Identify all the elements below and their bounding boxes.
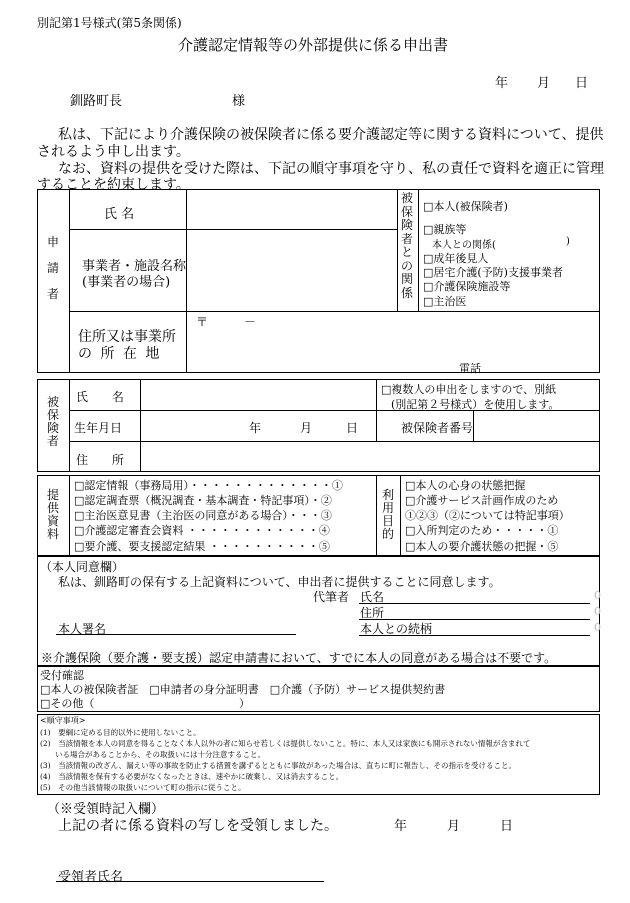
relation-self[interactable]: □本人(被保険者): [423, 200, 508, 213]
rules-heading: <順守事項>: [40, 716, 86, 725]
postal-dash: －: [244, 315, 257, 329]
page-title: 介護認定情報等の外部提供に係る申出書: [178, 36, 449, 54]
proxy-name-value: 0: [594, 589, 601, 602]
reception-other[interactable]: □その他（: [40, 697, 95, 710]
relation-detail-label: 本人との関係(: [432, 240, 496, 251]
material-item-4[interactable]: □介護認定審査会資料 ・・・・・・・・・・・・④: [74, 524, 330, 537]
proxy-relation-value: 0: [594, 621, 601, 634]
receiver-name-label: 受領者氏名: [58, 870, 124, 885]
birth-month: 月: [300, 421, 313, 435]
business-name-sublabel: (事業者の場合): [82, 275, 171, 290]
purpose-item-2[interactable]: □介護サービス計画作成のため: [405, 494, 559, 507]
material-item-5[interactable]: □要介護、要支援認定結果 ・・・・・・・・・・⑤: [74, 540, 330, 553]
relation-facility[interactable]: □介護保険施設等: [423, 280, 511, 293]
receipt-month: 月: [447, 819, 461, 834]
insured-number-field[interactable]: [477, 414, 597, 438]
rule-2-cont: いる場合があることから、その取扱いには十分注意すること。: [40, 750, 265, 759]
date-day-label: 日: [575, 76, 589, 91]
applicant-name-label: 氏 名: [104, 207, 135, 222]
purpose-item-4[interactable]: □本人の要介護状態の把握・⑤: [405, 540, 559, 553]
material-item-1[interactable]: □認定情報（事務局用）・・・・・・・・・・・・・①: [74, 479, 343, 492]
intro-line-3: なお、資料の提供を受けた際は、下記の順守事項を守り、私の責任で資料を適正に管理: [58, 161, 604, 177]
proxy-relation-field[interactable]: [436, 620, 588, 634]
address-field[interactable]: [190, 328, 595, 354]
material-item-3[interactable]: □主治医意見書（主治医の同意がある場合）・・・③: [74, 509, 332, 522]
rule-1: (1) 要綱に定める目的以外に使用しないこと。: [40, 728, 201, 737]
reception-items[interactable]: □本人の被保険者証 □申請者の身分証明書 □介護（予防）サービス提供契約書: [40, 683, 446, 696]
consent-heading: （本人同意欄）: [40, 560, 125, 574]
rule-5: (5) その他当該情報の取扱いについて町の指示に従うこと。: [40, 783, 246, 792]
form-number: 別記第1号様式(第5条関係): [37, 16, 182, 30]
insured-name-label: 氏 名: [76, 390, 124, 404]
business-name-field[interactable]: [190, 233, 394, 307]
relation-doctor[interactable]: □主治医: [423, 295, 467, 308]
birth-year: 年: [249, 421, 262, 435]
relation-family[interactable]: □親族等: [423, 223, 467, 236]
addressee: 釧路町長: [70, 94, 123, 109]
rule-4: (4) 当該情報を保有する必要がなくなったときは、速やかに破棄し、又は消去すること。: [40, 772, 344, 781]
consent-text: 私は、釧路町の保有する上記資料について、申出者に提供することに同意します。: [58, 575, 501, 589]
honorific: 様: [232, 94, 246, 109]
relation-header: 被 保 険 者 と の 関 係: [400, 191, 413, 300]
material-item-2[interactable]: □認定調査票（概況調査・基本調査・特記事項）・②: [74, 494, 332, 507]
multi-note-2: (別記第２号様式）を使用します。: [391, 398, 560, 411]
business-name-label: 事業者・施設名称: [82, 259, 187, 274]
insured-name-field[interactable]: [144, 383, 372, 407]
address-sublabel: の 所 在 地: [78, 346, 162, 362]
applicant-side-label: 申 請 者: [46, 235, 59, 301]
receipt-year: 年: [394, 819, 408, 834]
intro-line-4: することを約束します。: [37, 177, 190, 193]
proxy-name-field[interactable]: [388, 588, 588, 602]
purpose-item-3[interactable]: □入所判定のため・・・・・①: [405, 524, 559, 537]
proxy-address-value: 0: [594, 605, 601, 618]
signature-label: 本人署名: [58, 622, 107, 636]
relation-care-provider[interactable]: □居宅介護(予防)支援事業者: [423, 266, 563, 279]
reception-other-close: ）: [239, 697, 250, 710]
consent-note: ※介護保険（要介護・要支援）認定申請書において、すでに本人の同意がある場合は不要です。: [41, 651, 557, 665]
purpose-side-label: 利 用 目 的: [381, 488, 394, 541]
phone-label: 電話: [459, 362, 481, 375]
proxy-address-label: 住所: [360, 606, 385, 620]
reception-heading: 受付確認: [40, 669, 84, 682]
insured-address-label: 住 所: [76, 453, 124, 467]
proxy-name-label: 氏名: [360, 590, 385, 604]
applicant-name-field[interactable]: [190, 193, 394, 227]
proxy-relation-label: 本人との続柄: [360, 622, 433, 636]
materials-side-label: 提 供 資 料: [46, 488, 59, 541]
birth-label: 生年月日: [74, 421, 123, 435]
rule-2: (2) 当該情報を本人の同意を得ることなく本人以外の者に知らせ若しくは提供しないこと。特に、本人又は家族にも開示されない情報が含まれて: [40, 739, 531, 748]
intro-line-1: 私は、下記により介護保険の被保険者に係る要介護認定等に関する資料について、提供: [58, 127, 604, 143]
receipt-day: 日: [500, 819, 514, 834]
purpose-item-1[interactable]: □本人の心身の状態把握: [405, 479, 526, 492]
purpose-item-2-note: ①②③（②については特記事項）: [405, 509, 570, 522]
date-year-label: 年: [495, 76, 509, 91]
birth-day: 日: [346, 421, 359, 435]
rule-3: (3) 当該情報の改ざん、漏えい等の事故を防止する措置を講ずるとともに事故があった場合は、直ちに町に報告し、その指示を受けること。: [40, 761, 516, 770]
insured-side-label: 被 保 険 者: [46, 395, 59, 448]
intro-line-2: されるよう申し出ます。: [37, 144, 190, 160]
relation-detail-close: ): [566, 236, 570, 247]
date-month-label: 月: [537, 76, 551, 91]
reception-other-field[interactable]: [100, 695, 236, 708]
multi-note-1[interactable]: □複数人の申出をしますので、別紙: [381, 383, 557, 396]
insured-number-label: 被保険者番号: [401, 421, 474, 435]
proxy-label: 代筆者: [313, 590, 350, 604]
signature-field[interactable]: [110, 620, 294, 634]
relation-guardian[interactable]: □成年後見人: [423, 252, 489, 265]
postal-mark: 〒: [196, 315, 209, 329]
receipt-heading: （※受領時記入欄）: [47, 802, 165, 817]
receiver-name-field[interactable]: [130, 865, 322, 880]
receipt-text: 上記の者に係る資料の写しを受領しました。: [58, 818, 338, 834]
address-label: 住所又は事業所: [78, 329, 176, 345]
proxy-address-field[interactable]: [388, 604, 588, 618]
insured-address-field[interactable]: [144, 445, 596, 469]
